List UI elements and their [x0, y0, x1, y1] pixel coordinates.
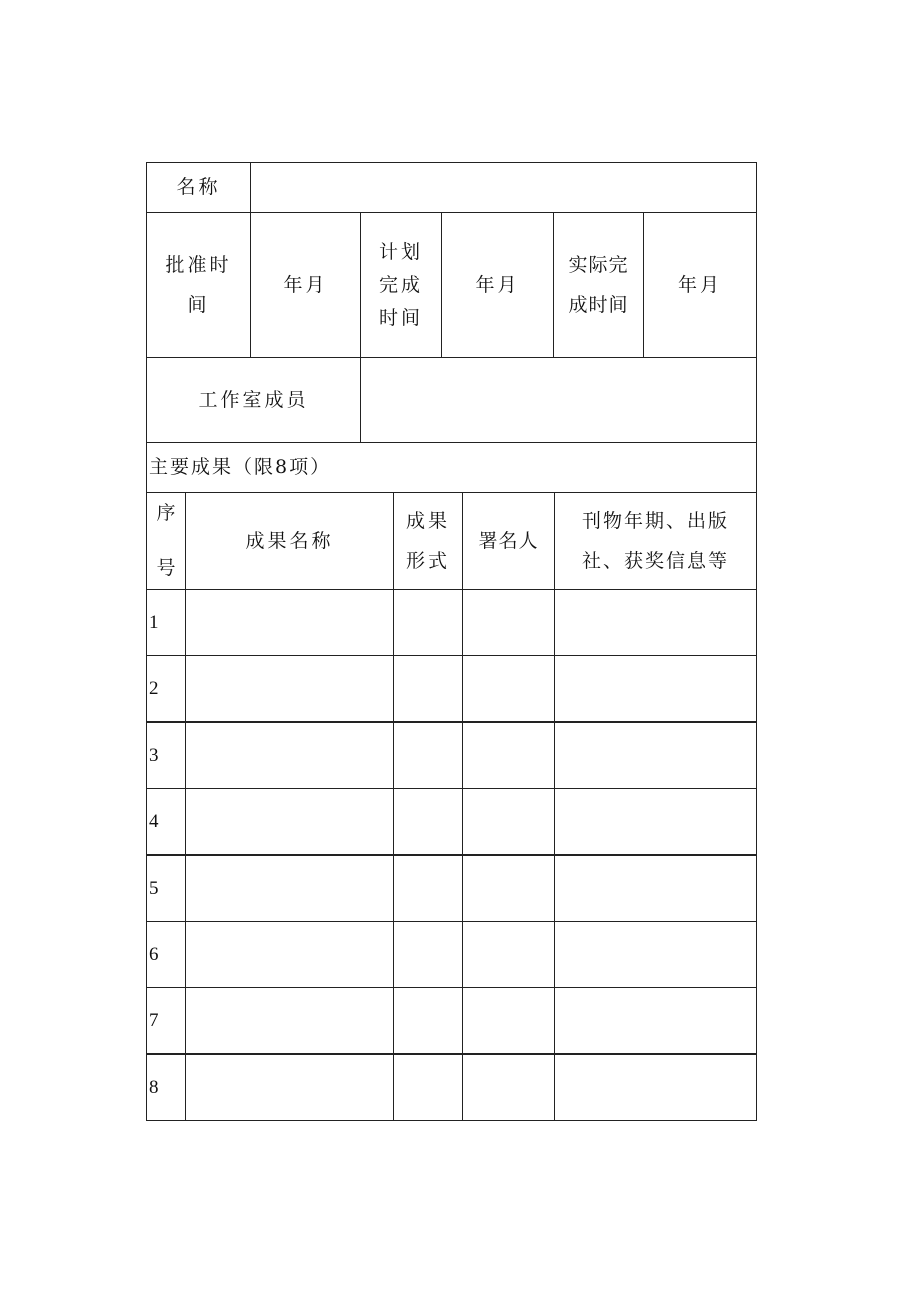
table-row-form-cell[interactable] — [393, 589, 463, 656]
table-row-info-cell[interactable] — [554, 788, 757, 855]
table-row-signers-cell[interactable] — [462, 788, 555, 855]
table-row-signers-cell[interactable] — [462, 722, 555, 789]
table-row-signers-cell[interactable] — [462, 655, 555, 722]
table-row-title-cell[interactable] — [185, 1054, 394, 1121]
members-label-cell — [146, 357, 361, 443]
form-header-line2: 形式 — [405, 550, 450, 572]
plan-time-label-line2: 完成 — [378, 273, 423, 296]
info-header-line1: 刊物年期、出版 — [581, 510, 729, 532]
plan-time-label-cell — [360, 212, 442, 358]
table-row-info-cell[interactable] — [554, 722, 757, 789]
approval-time-value[interactable] — [250, 212, 361, 358]
table-row-title-cell[interactable] — [185, 655, 394, 722]
table-row-seq-cell — [146, 655, 186, 722]
name-label-cell — [146, 162, 251, 213]
table-row-signers-cell[interactable] — [462, 987, 555, 1054]
table-row-info-cell[interactable] — [554, 855, 757, 922]
table-row-info-cell[interactable] — [554, 1054, 757, 1121]
table-row-info-cell[interactable] — [554, 921, 757, 988]
form-header-cell — [393, 492, 463, 590]
row-number: 3 — [149, 744, 159, 766]
table-row-seq-cell — [146, 921, 186, 988]
table-row-seq-cell — [146, 589, 186, 656]
application-form-table — [146, 162, 757, 1122]
row-number: 6 — [149, 943, 159, 965]
row-number: 7 — [149, 1009, 159, 1031]
members-value-field[interactable] — [360, 357, 757, 443]
members-label: 工作室成员 — [198, 388, 309, 411]
info-header-cell — [554, 492, 757, 590]
name-value-field[interactable] — [250, 162, 757, 213]
signers-header: 署名人 — [478, 529, 539, 552]
actual-time-label-line2: 成时间 — [568, 294, 629, 316]
table-row-form-cell[interactable] — [393, 855, 463, 922]
table-row-title-cell[interactable] — [185, 589, 394, 656]
results-heading-cell — [146, 442, 757, 493]
table-row-signers-cell[interactable] — [462, 589, 555, 656]
table-row-form-cell[interactable] — [393, 722, 463, 789]
plan-time-value-text: 年月 — [475, 273, 520, 296]
results-heading: 主要成果（限8项） — [149, 456, 332, 478]
actual-time-label-cell — [553, 212, 644, 358]
approval-time-value-text: 年月 — [283, 273, 328, 296]
table-row-form-cell[interactable] — [393, 655, 463, 722]
seq-header-line2: 号 — [156, 557, 176, 579]
plan-time-label-line3: 时间 — [378, 306, 423, 329]
table-row-signers-cell[interactable] — [462, 1054, 555, 1121]
table-row-seq-cell — [146, 722, 186, 789]
table-row-form-cell[interactable] — [393, 987, 463, 1054]
table-row-title-cell[interactable] — [185, 788, 394, 855]
table-row-seq-cell — [146, 855, 186, 922]
approval-time-label-cell — [146, 212, 251, 358]
seq-header-line1: 序 — [156, 502, 176, 524]
table-row-title-cell[interactable] — [185, 722, 394, 789]
table-row-seq-cell — [146, 1054, 186, 1121]
actual-time-value-text: 年月 — [677, 273, 722, 296]
table-row-title-cell[interactable] — [185, 987, 394, 1054]
plan-time-label-line1: 计划 — [378, 240, 423, 263]
table-row-form-cell[interactable] — [393, 788, 463, 855]
title-header-cell — [185, 492, 394, 590]
approval-time-label-line2: 间 — [187, 294, 210, 316]
seq-header-cell — [146, 492, 186, 590]
table-row-seq-cell — [146, 788, 186, 855]
signers-header-cell — [462, 492, 555, 590]
row-number: 4 — [149, 810, 159, 832]
table-row-title-cell[interactable] — [185, 921, 394, 988]
row-number: 2 — [149, 677, 159, 699]
row-number: 1 — [149, 611, 159, 633]
table-row-form-cell[interactable] — [393, 1054, 463, 1121]
plan-time-value[interactable] — [441, 212, 554, 358]
table-row-title-cell[interactable] — [185, 855, 394, 922]
table-row-seq-cell — [146, 987, 186, 1054]
table-row-form-cell[interactable] — [393, 921, 463, 988]
actual-time-label-line1: 实际完 — [568, 254, 629, 276]
title-header: 成果名称 — [245, 529, 334, 552]
info-header-line2: 社、获奖信息等 — [581, 550, 729, 572]
name-label: 名称 — [176, 176, 221, 198]
table-row-info-cell[interactable] — [554, 589, 757, 656]
actual-time-value[interactable] — [643, 212, 757, 358]
approval-time-label-line1: 批准时 — [165, 254, 232, 276]
table-row-info-cell[interactable] — [554, 987, 757, 1054]
form-header-line1: 成果 — [405, 510, 450, 532]
row-number: 5 — [149, 877, 159, 899]
table-row-info-cell[interactable] — [554, 655, 757, 722]
row-number: 8 — [149, 1076, 159, 1098]
table-row-signers-cell[interactable] — [462, 855, 555, 922]
table-row-signers-cell[interactable] — [462, 921, 555, 988]
